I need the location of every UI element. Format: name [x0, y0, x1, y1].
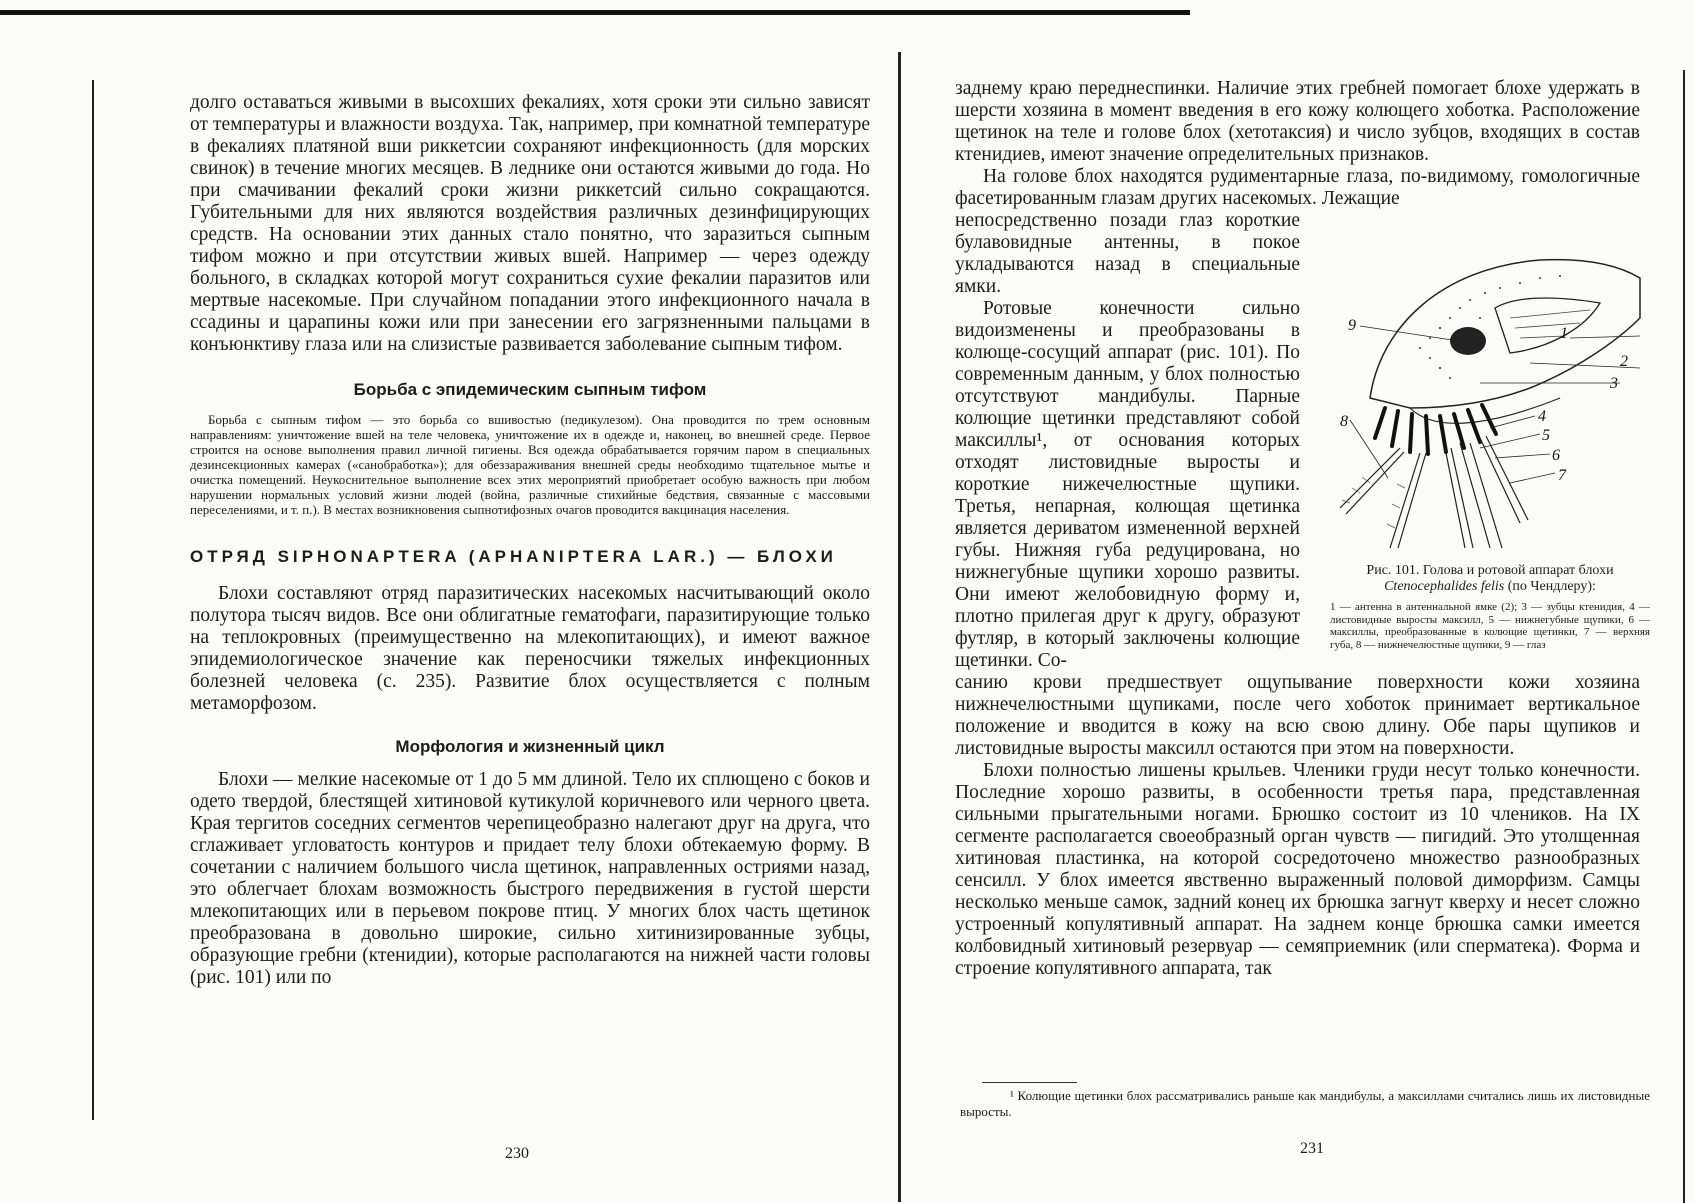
figure-label: 6: [1552, 447, 1560, 464]
figure-label: 7: [1558, 467, 1566, 484]
footnote-rule: [982, 1082, 1077, 1083]
figure-label: 5: [1542, 427, 1550, 444]
figure-label: 8: [1340, 413, 1348, 430]
right-paragraph-2-full: На голове блох находятся рудиментарные глаза, по-видимому, гомологичные фасетированным глазам других насекомых. Лежащие: [955, 166, 1640, 209]
figure-label: 4: [1538, 408, 1546, 425]
figure-101: [1330, 248, 1650, 651]
ctenidium-teeth: [1375, 405, 1496, 454]
right-paragraph-3-full: санию крови предшествует ощупывание поверхности кожи хозяина нижнечелюстными щупиками, после чего хоботок принимает вертикальное положение и вводится в кожу на всю свою длину. Обе пары щупиков и листовидные выросты максилл остаются при этом на поверхности.: [955, 672, 1640, 759]
figure-legend: 1 — антенна в антеннальной ямке (2); 3 — зубцы ктенидия, 4 — листовидные выросты максилл, 5 — нижнегубные щупики, 6 — максиллы, преобразованные в колющие щетинки, 7 — верхняя губа, 8 — нижнечелюстные щупики, 9 — глаз: [1330, 601, 1650, 651]
left-paragraph-1: долго оставаться живыми в высохших фекалиях, хотя сроки эти сильно зависят от температуры и влажности воздуха. Так, например, при комнатной температуре в фекалиях платяной вши риккетсии сохраняют инфекционность (для морских свинок) в течение многих месяцев. В леднике они остаются живыми до года. Но при смачивании фекалий сроки жизни риккетсий сильно сокращаются. Губительными для них являются воздействия различных дезинфицирующих средств. На основании этих данных стало понятно, что заразиться сыпным тифом можно и при отсутствии живых вшей. Например — через одежду больного, в складках которой могут сохраниться сухие фекалии паразитов или мертвые насекомые. При случайном попадании этого инфекционного начала в ссадины и царапины кожи или при занесении его загрязненными пальцами в конъюнктиву глаза или на слизистые развивается заболевание сыпным тифом.: [190, 92, 870, 355]
page-number-left: 230: [505, 1145, 529, 1162]
caption-species: Ctenocephalides felis: [1384, 579, 1505, 594]
right-edge-line: [1683, 70, 1685, 1203]
right-paragraph-2-narrow: непосредственно позади глаз короткие булавовидные антенны, в покое укладываются назад в специальные ямки.: [955, 210, 1300, 297]
figure-label: 3: [1610, 375, 1618, 392]
spine-line: [898, 52, 901, 1202]
right-paragraph-4: Блохи полностью лишены крыльев. Членики груди несут только конечности. Последние хорошо развиты, в особенности третья пара, представленная сильными прыгательными ногами. Брюшко состоит из 10 члеников. На IX сегменте располагается своеобразный орган чувств — пигидий. Это утолщенная хитиновая пластинка, на которой сосредоточено множество разнообразных сенсилл. У блох имеется явственно выраженный половой диморфизм. Самцы несколько меньше самок, задний конец их брюшка загнут кверху и несет сложно устроенный копулятивный аппарат. На заднем конце брюшка самки имеется колбовидный хитиновый резервуар — семяприемник (или сперматека). Форма и строение копулятивного аппарата, так: [955, 760, 1640, 979]
caption-text: Рис. 101. Голова и ротовой аппарат блохи: [1366, 563, 1614, 578]
right-paragraph-3-narrow: Ротовые конечности сильно видоизменены и преобразованы в колюще-сосущий аппарат (рис. 101). По современным данным, у блох полностью отсутствуют мандибулы. Парные колющие щетинки представляют собой максиллы¹, от основания которых отходят листовидные выросты и короткие нижечелюстные щупики. Третья, непарная, колющая щетинка является дериватом измененной верхней губы. Нижняя губа редуцирована, но нижнегубные щупики хорошо развиты. Они имеют желобовидную форму и, плотно прилегая друг к другу, образуют футляр, в который заключены колющие щетинки. Со-: [955, 298, 1300, 671]
order-heading-siphonaptera: ОТРЯД SIPHONAPTERA (APHANIPTERA LAR.) — БЛОХИ: [190, 547, 837, 566]
footnote: ¹ Колющие щетинки блох рассматривались раньше как мандибулы, а максиллами считались лишь их листовидные выросты.: [960, 1088, 1650, 1119]
figure-label: 1: [1560, 325, 1568, 342]
left-page: [190, 92, 870, 989]
left-paragraph-3: Блохи — мелкие насекомые от 1 до 5 мм длиной. Тело их сплющено с боков и одето твердой, блестящей хитиновой кутикулой коричневого или черного цвета. Края тергитов соседних сегментов черепицеобразно налегают друг на друга, что сглаживает угловатость контуров и придает телу блохи обтекаемую форму. В сочетании с наличием большого числа щетинок, направленных остриями назад, это облегчает блохам возможность быстрого передвижения в густой шерсти млекопитающих или в перьевом покрове птиц. У многих блох часть щетинок преобразована в довольно широкие, сильно хитинизированные зубцы, образующие гребни (ктенидии), которые располагаются на нижней части головы (рис. 101) или по: [190, 769, 870, 988]
figure-label: 2: [1620, 353, 1628, 370]
small-print-paragraph: Борьба с сыпным тифом — это борьба со вшивостью (педикулезом). Она проводится по трем основным направлениям: уничтожение вшей на теле человека, уничтожение их в одежде и, наконец, во внешней среде. Первое строится на основе выполнения правил личной гигиены. Вся одежда обрабатывается горячим паром в специальных дезинсекционных камерах («санобработка»); для обеззараживания внешней среды необходимо тщательное мытье и очистка помещений. Неукоснительное выполнение всех этих мероприятий приобретает особую важность при любом нарушении нормальных условий жизни людей (война, различные стихийные бедствия, связанные с массовыми переселениями, и т. п.). В местах возникновения сыпнотифозных очагов проводится вакцинация населения.: [190, 412, 870, 517]
flea-head-illustration: [1330, 248, 1650, 558]
left-margin-line: [92, 80, 94, 1120]
left-paragraph-2: Блохи составляют отряд паразитических насекомых насчитывающий около полутора тысяч видов. Все они облигатные гематофаги, паразитирующие только на теплокровных (преимущественно на млекопитающих), и имеют важное эпидемиологическое значение как переносчики тяжелых инфекционных болезней человека (с. 235). Развитие блох осуществляется с полным метаморфозом.: [190, 583, 870, 714]
caption-source: (по Чендлеру):: [1504, 579, 1596, 594]
flea-eye: [1450, 327, 1486, 355]
right-paragraph-1: заднему краю переднеспинки. Наличие этих гребней помогает блохе удержать в шерсти хозяина в момент введения в его кожу колющего хоботка. Расположение щетинок на теле и голове блох (хетотаксия) и число зубцов, входящих в состав ктенидиев, имеют значение определительных признаков.: [955, 78, 1640, 165]
page-number-right: 231: [1300, 1140, 1324, 1157]
scan-top-edge: [0, 10, 1190, 15]
section-heading-morphology: Морфология и жизненный цикл: [395, 737, 665, 756]
section-heading-typhus-control: Борьба с эпидемическим сыпным тифом: [353, 380, 707, 399]
figure-caption: [1330, 563, 1650, 595]
figure-label: 9: [1348, 317, 1356, 334]
